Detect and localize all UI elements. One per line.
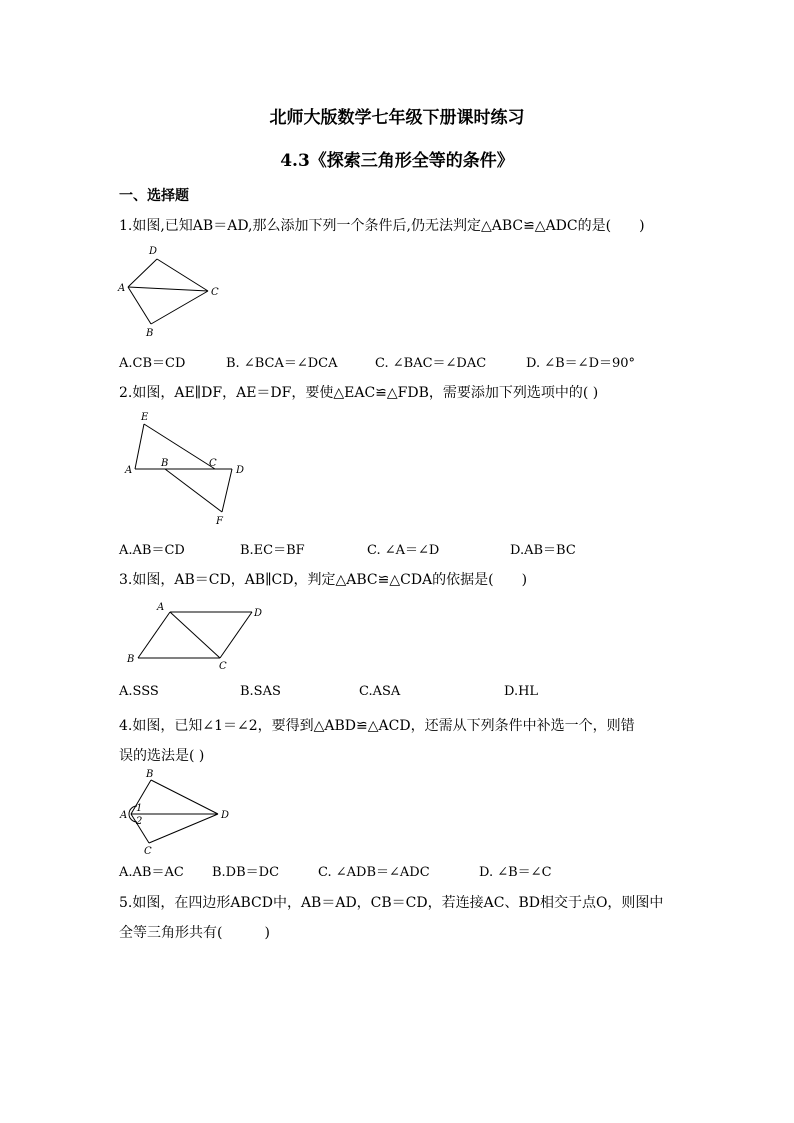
question-4-option-b: B.DB＝DC [212,865,280,880]
question-4-stem-line1: 4.如图，已知∠1＝∠2，要得到△ABD≌△ACD，还需从下列条件中补选一个，则错 [119,718,635,734]
segment-dc [157,259,208,291]
question-1-option-d: D. ∠B＝∠D＝90° [526,356,636,371]
question-2-figure [120,408,260,528]
segment-ab [138,612,170,658]
question-2-option-c: C. ∠A＝∠D [367,543,440,558]
segment-ae [135,424,144,469]
section-heading: 一、选择题 [119,188,189,204]
label-d: D [149,246,158,257]
label-c: C [219,661,227,672]
segment-ac [170,612,220,658]
label-a: A [120,810,128,821]
label-b: B [146,328,154,339]
label-a: A [118,283,126,294]
question-3-option-b: B.SAS [240,684,281,699]
question-3-figure [120,598,270,673]
question-1-option-c: C. ∠BAC＝∠DAC [375,356,487,371]
segment-dc [220,612,252,658]
question-2-option-b: B.EC＝BF [240,543,305,558]
label-angle-2: 2 [136,816,143,827]
segment-bd [151,780,218,814]
question-5-stem-line2: 全等三角形共有( ) [119,925,270,941]
label-c: C [144,846,152,856]
segment-df [222,469,232,512]
question-4-option-c: C. ∠ADB＝∠ADC [318,865,430,880]
question-2-option-d: D.AB＝BC [510,543,576,558]
page-title: 北师大版数学七年级下册课时练习 [269,108,525,128]
label-f: F [216,516,223,527]
question-1-stem: 1.如图,已知AB＝AD,那么添加下列一个条件后,仍无法判定△ABC≌△ADC的是( ) [119,218,645,234]
question-3-option-c: C.ASA [359,684,401,699]
label-b: B [161,458,169,469]
question-1-option-b: B. ∠BCA＝∠DCA [226,356,338,371]
label-e: E [141,412,149,423]
question-5-stem-line1: 5.如图，在四边形ABCD中，AB＝AD，CB＝CD，若连接AC、BD相交于点O，则图中 [119,895,664,911]
question-4-stem-line2: 误的选法是( ) [119,748,205,764]
segment-ec [144,424,215,469]
segment-ab [128,287,151,324]
label-a: A [157,602,165,613]
question-2-option-a: A.AB＝CD [119,543,185,558]
question-4-option-a: A.AB＝AC [119,865,184,880]
label-c: C [209,458,217,469]
question-3-stem: 3.如图，AB＝CD，AB∥CD，判定△ABC≌△CDA的依据是( ) [119,572,528,588]
question-1-option-a: A.CB＝CD [119,356,186,371]
segment-ac [128,287,208,291]
label-d: D [236,465,245,476]
segment-bc [151,291,208,324]
question-4-option-d: D. ∠B＝∠C [479,865,552,880]
question-4-figure [115,766,240,856]
question-2-stem: 2.如图，AE∥DF，AE＝DF，要使△EAC≌△FDB，需要添加下列选项中的( ) [119,385,599,401]
question-3-option-a: A.SSS [119,684,159,699]
page-subtitle: 4.3《探索三角形全等的条件》 [280,151,514,171]
question-3-option-d: D.HL [504,684,539,699]
label-c: C [211,287,219,298]
label-angle-1: 1 [136,803,143,814]
label-d: D [221,810,230,821]
segment-bf [165,469,222,512]
label-d: D [254,608,263,619]
question-1-figure [115,242,225,342]
segment-cd [149,814,218,843]
segment-ad [128,259,157,287]
label-a: A [125,465,133,476]
label-b: B [127,654,135,665]
label-b: B [146,769,154,780]
